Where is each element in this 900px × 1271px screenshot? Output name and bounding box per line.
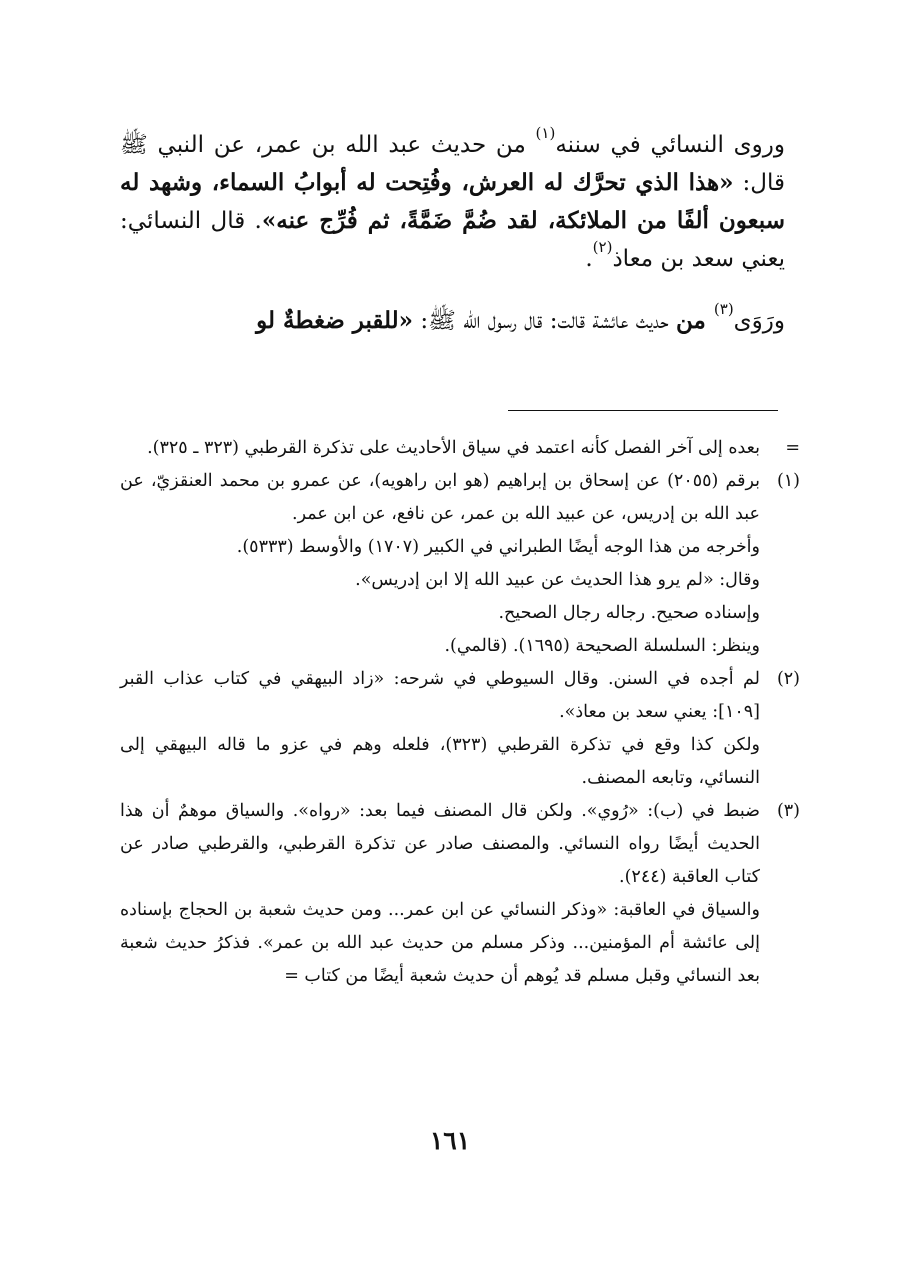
- footnote-ref-1[interactable]: (١): [535, 124, 556, 142]
- paragraph-2: [120, 302, 785, 340]
- page-number: ١٦١: [429, 1126, 471, 1155]
- hadith-text-2: «للقبر ضغطةٌ لو: [256, 307, 414, 334]
- footnote-line: وأخرجه من هذا الوجه أيضًا الطبراني في الكبير (١٧٠٧) والأوسط (٥٣٣٣).: [236, 537, 760, 557]
- footnote-line: ضبط في (ب): «رُوي». ولكن قال المصنف فيما بعد: «رواه». والسياق موهمٌ أن هذا الحديث أيضًا رواه النسائي. والمصنف صادر عن تذكرة القرطبي، والقرطبي صادر عن كتاب العاقبة (٢٤٤).: [120, 801, 760, 887]
- footnote-line: وينظر: السلسلة الصحيحة (١٦٩٥). (قالمي).: [444, 636, 760, 656]
- para2-lead: ورَوَى: [733, 308, 785, 334]
- footnote-line: وإسناده صحيح. رجاله رجال الصحيح.: [498, 603, 760, 623]
- footnote-3: [120, 795, 800, 993]
- footnote-line: ولكن كذا وقع في تذكرة القرطبي (٣٢٣)، فلعله وهم في عزو ما قاله البيهقي إلى النسائي، وتابعه المصنف.: [120, 735, 760, 788]
- continuation-mark: =: [785, 438, 800, 458]
- footnotes: [120, 432, 800, 993]
- footnote-line: بعده إلى آخر الفصل كأنه اعتمد في سياق الأحاديث على تذكرة القرطبي (٣٢٣ ـ ٣٢٥).: [147, 438, 760, 458]
- footnote-mark-2: (٢): [776, 669, 800, 689]
- para1-text: من حديث عبد الله بن عمر، عن النبي ﷺ قال:: [120, 132, 785, 196]
- footnote-continuation: [120, 432, 800, 465]
- footnote-1: [120, 465, 800, 663]
- footnote-ref-3[interactable]: (٣): [713, 300, 734, 318]
- hadith-text: «هذا الذي تحرَّك له العرش، وفُتِحت له أبوابُ السماء، وشهد له سبعون ألفًا من الملائكة، لقد ضُمَّ ضَمَّةً، ثم فُرِّج عنه»: [120, 169, 785, 234]
- footnote-2: [120, 663, 800, 795]
- paragraph-1: [120, 126, 785, 278]
- footnote-line: وقال: «لم يرو هذا الحديث عن عبيد الله إلا ابن إدريس».: [355, 570, 760, 590]
- footnote-mark-3: (٣): [776, 801, 800, 821]
- footnote-mark-1: (١): [776, 471, 800, 491]
- para2-bold-prefix: من: [676, 307, 714, 334]
- para1-lead: وروى النسائي في سننه: [555, 132, 785, 158]
- para2-text: حديث عائشة قالت: قال رسول الله ﷺ:: [413, 308, 677, 334]
- footnote-line: برقم (٢٠٥٥) عن إسحاق بن إبراهيم (هو ابن راهويه)، عن عمرو بن محمد العنقزيّ، عن عبد الله بن إدريس، عن عبيد الله بن عمر، عن نافع، عن ابن عمر.: [120, 471, 761, 524]
- footnote-ref-2[interactable]: (٢): [592, 238, 613, 256]
- para1-end: .: [585, 246, 593, 272]
- footnote-separator: [508, 410, 778, 411]
- main-text: [120, 126, 785, 340]
- para1-tail: . قال النسائي: يعني سعد بن معاذ: [120, 208, 785, 272]
- footnote-line: لم أجده في السنن. وقال السيوطي في شرحه: «زاد البيهقي في كتاب عذاب القبر [١٠٩]: يعني سعد بن معاذ».: [120, 669, 760, 722]
- footnote-line: والسياق في العاقبة: «وذكر النسائي عن ابن عمر... ومن حديث شعبة بن الحجاج بإسناده إلى عائشة أم المؤمنين... وذكر مسلم من حديث عبد الله بن عمر». فذكرُ حديث شعبة بعد النسائي وقبل مسلم قد يُوهم أن حديث شعبة أيضًا من كتاب =: [120, 900, 760, 986]
